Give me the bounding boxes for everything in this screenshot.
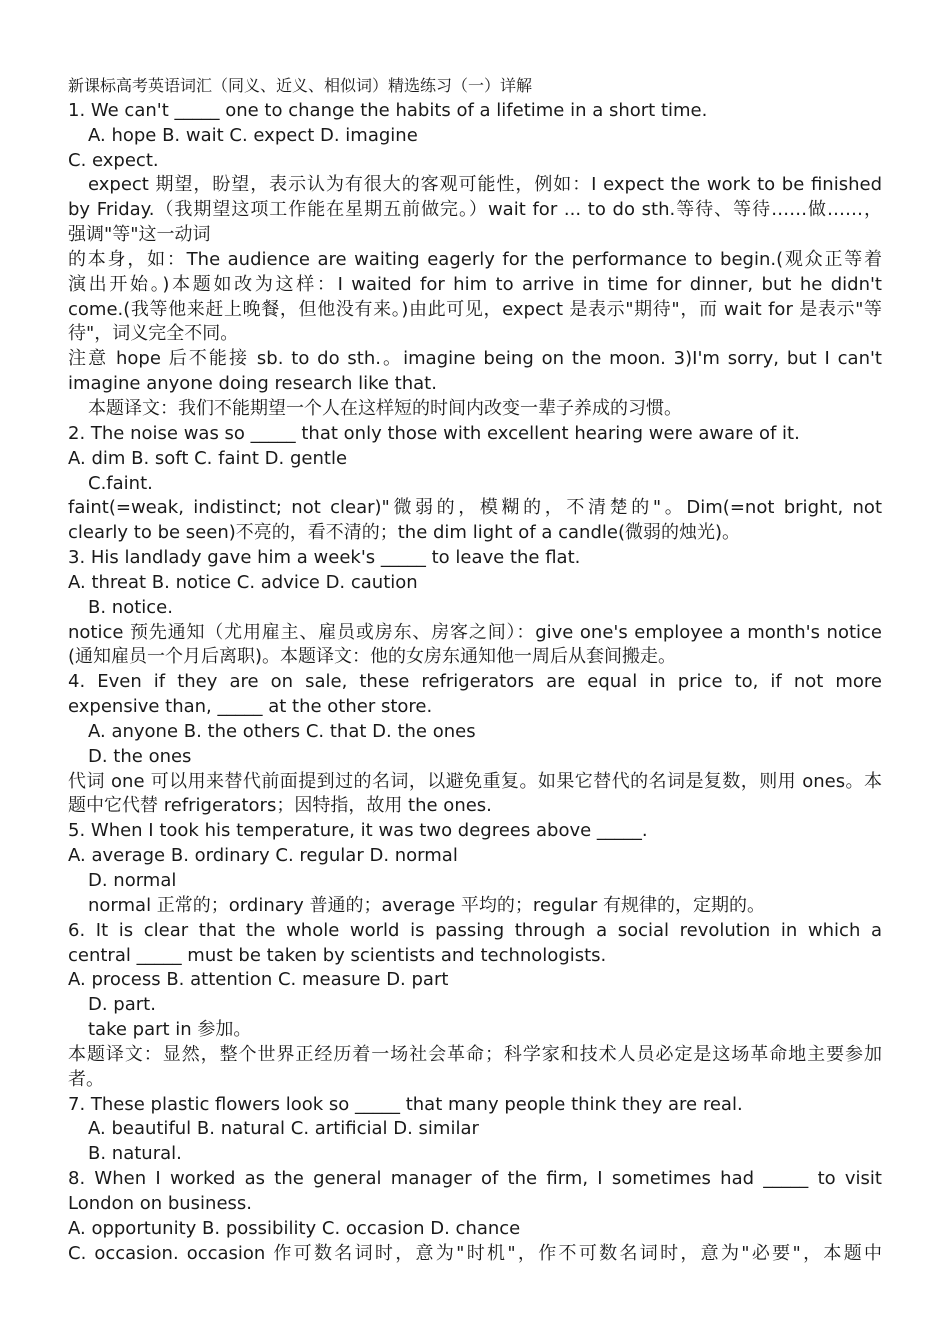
question-4: 4. Even if they are on sale, these refrigerators are equal in price to, if not more [68, 671, 882, 693]
options-4: A. anyone B. the others C. that D. the ones [88, 720, 476, 742]
explanation-line: 强调"等"这一动词 [68, 224, 211, 246]
question-5: 5. When I took his temperature, it was two degrees above _____. [68, 820, 648, 842]
explanation-line: by Friday.（我期望这项工作能在星期五前做完。）wait for ... to do sth.等待、等待……做……， [68, 199, 882, 221]
answer-5: D. normal [88, 870, 177, 891]
options-6: A. process B. attention C. measure D. part [68, 969, 449, 991]
explanation-line: normal 正常的；ordinary 普通的；average 平均的；regular 有规律的，定期的。 [88, 894, 766, 916]
translation-6-cont: 者。 [68, 1068, 104, 1090]
explanation-line: imagine anyone doing research like that. [68, 373, 437, 395]
translation-6: 本题译文：显然，整个世界正经历着一场社会革命；科学家和技术人员必定是这场革命地主要参加 [68, 1043, 882, 1065]
explanation-line: 代词 one 可以用来替代前面提到过的名词，以避免重复。如果它替代的名词是复数，则用 ones。本 [68, 770, 882, 792]
options-7: A. beautiful B. natural C. artificial D. similar [88, 1118, 479, 1140]
question-1: 1. We can't _____ one to change the habits of a lifetime in a short time. [68, 99, 708, 121]
options-1: A. hope B. wait C. expect D. imagine [88, 124, 418, 146]
explanation-line: (通知雇员一个月后离职)。本题译文：他的女房东通知他一周后从套间搬走。 [68, 646, 677, 668]
question-6: 6. It is clear that the whole world is passing through a social revolution in which a [68, 919, 882, 941]
explanation-line: expect 期望，盼望，表示认为有很大的客观可能性，例如：I expect the work to be finished [88, 174, 882, 196]
document-title: 新课标高考英语词汇（同义、近义、相似词）精选练习（一）详解 [68, 76, 533, 95]
explanation-line: come.(我等他来赶上晚餐，但他没有来。)由此可见，expect 是表示"期待"，而 wait for 是表示"等 [68, 298, 882, 320]
question-3: 3. His landlady gave him a week's _____ to leave the flat. [68, 547, 581, 569]
explanation-line: notice 预先通知（尤用雇主、雇员或房东、房客之间）：give one's employee a month's notice [68, 621, 882, 643]
options-2: A. dim B. soft C. faint D. gentle [68, 447, 348, 469]
question-4-cont: expensive than, _____ at the other store. [68, 696, 433, 718]
answer-6: D. part. [88, 994, 156, 1016]
answer-1: C. expect. [68, 149, 159, 171]
options-8: A. opportunity B. possibility C. occasion D. chance [68, 1217, 521, 1239]
question-8: 8. When I worked as the general manager of the firm, I sometimes had _____ to visit [68, 1168, 882, 1190]
explanation-line: 演出开始。)本题如改为这样：I waited for him to arrive in time for dinner, but he didn't [68, 273, 882, 295]
translation-1: 本题译文：我们不能期望一个人在这样短的时间内改变一辈子养成的习惯。 [88, 397, 682, 419]
answer-4: D. the ones [88, 745, 192, 767]
explanation-line: take part in 参加。 [88, 1019, 252, 1041]
document-page [68, 74, 882, 1267]
answer-7: B. natural. [88, 1143, 182, 1165]
question-8-cont: London on business. [68, 1192, 253, 1214]
explanation-line: 注意 hope 后不能接 sb. to do sth.。imagine being on the moon. 3)I'm sorry, but I can't [68, 348, 882, 370]
options-3: A. threat B. notice C. advice D. caution [68, 571, 418, 593]
options-5: A. average B. ordinary C. regular D. normal [68, 845, 458, 867]
question-6-cont: central _____ must be taken by scientists and technologists. [68, 944, 607, 966]
explanation-line: 的本身，如：The audience are waiting eagerly for the performance to begin.(观众正等着 [68, 248, 882, 270]
answer-8: C. occasion. occasion 作可数名词时，意为"时机"，作不可数名词时，意为"必要"，本题中 [68, 1242, 882, 1264]
explanation-line: faint(=weak, indistinct; not clear)"微弱的，模糊的，不清楚的"。Dim(=not bright, not [68, 497, 882, 519]
explanation-line: 题中它代替 refrigerators；因特指，故用 the ones. [68, 795, 492, 817]
question-2: 2. The noise was so _____ that only those with excellent hearing were aware of it. [68, 422, 800, 444]
explanation-line: 待"，词义完全不同。 [68, 323, 239, 345]
question-7: 7. These plastic flowers look so _____ that many people think they are real. [68, 1093, 743, 1115]
explanation-line: clearly to be seen)不亮的，看不清的；the dim light of a candle(微弱的烛光)。 [68, 522, 741, 544]
answer-3: B. notice. [88, 596, 173, 618]
answer-2: C.faint. [88, 472, 153, 494]
